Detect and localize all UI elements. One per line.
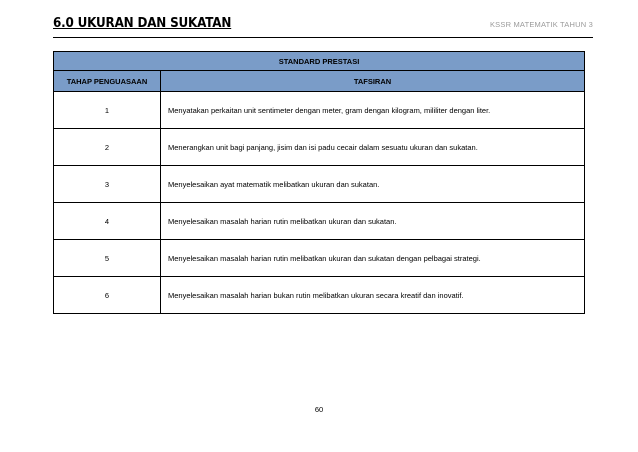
level-cell: 3 <box>54 166 161 203</box>
description-cell: Menyelesaikan masalah harian rutin melibatkan ukuran dan sukatan dengan pelbagai strategi. <box>161 240 585 277</box>
description-cell: Menyatakan perkaitan unit sentimeter dengan meter, gram dengan kilogram, mililiter dengan liter. <box>161 92 585 129</box>
description-cell: Menyelesaikan masalah harian rutin melibatkan ukuran dan sukatan. <box>161 203 585 240</box>
table-row <box>54 166 585 203</box>
table-row <box>54 129 585 166</box>
document-subtitle: KSSR MATEMATIK TAHUN 3 <box>489 20 593 29</box>
column-header-tafsiran: TAFSIRAN <box>161 71 585 92</box>
header-rule <box>53 37 593 38</box>
level-cell: 6 <box>54 277 161 314</box>
standard-prestasi-table <box>53 51 585 314</box>
page-number: 60 <box>314 405 324 414</box>
description-cell: Menyelesaikan masalah harian bukan rutin melibatkan ukuran secara kreatif dan inovatif. <box>161 277 585 314</box>
description-cell: Menyelesaikan ayat matematik melibatkan ukuran dan sukatan. <box>161 166 585 203</box>
table-row <box>54 203 585 240</box>
column-header-tahap: TAHAP PENGUASAAN <box>54 71 161 92</box>
page-header <box>53 16 593 36</box>
description-cell: Menerangkan unit bagi panjang, jisim dan isi padu cecair dalam sesuatu ukuran dan sukatan. <box>161 129 585 166</box>
page-title: 6.0 UKURAN DAN SUKATAN <box>53 16 232 31</box>
table-row <box>54 92 585 129</box>
level-cell: 4 <box>54 203 161 240</box>
table-row <box>54 240 585 277</box>
table-row <box>54 277 585 314</box>
level-cell: 1 <box>54 92 161 129</box>
level-cell: 2 <box>54 129 161 166</box>
table-caption: STANDARD PRESTASI <box>54 52 585 71</box>
level-cell: 5 <box>54 240 161 277</box>
